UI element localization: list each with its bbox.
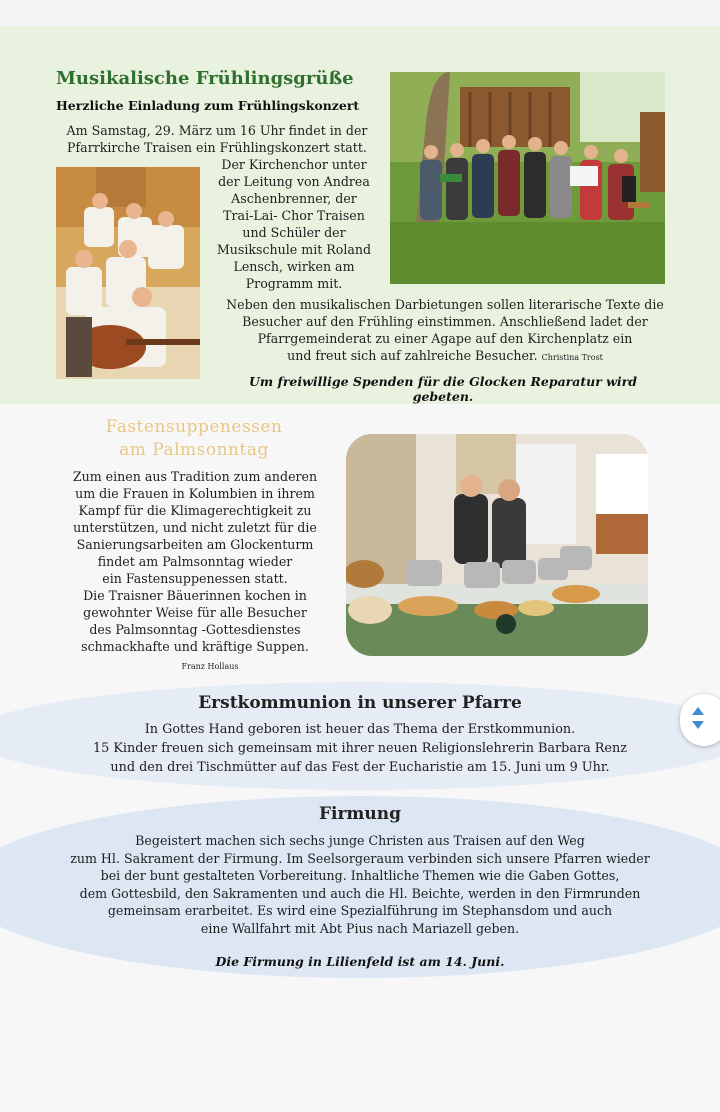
fasten-author: Franz Hollaus — [181, 662, 239, 671]
firmung-title: Firmung — [318, 804, 402, 824]
text-line: und den drei Tischmütter auf das Fest der Eucharistie am 15. Juni um 9 Uhr. — [110, 760, 610, 775]
text-line: 15 Kinder freuen sich gemeinsam mit ihrer neuen Religionslehrerin Barbara Renz — [93, 741, 627, 756]
text-line: Die Traisner Bäuerinnen kochen in — [83, 588, 307, 603]
spring-author: Christina Trost — [541, 353, 603, 362]
fasten-title — [84, 416, 304, 462]
up-arrow-icon — [692, 707, 704, 715]
fasten-text — [70, 468, 320, 655]
choir-outdoor-photo — [390, 72, 665, 284]
text-line: findet am Palmsonntag wieder — [97, 554, 293, 569]
kommunion-title: Erstkommunion in unserer Pfarre — [198, 693, 522, 713]
text-line: um die Frauen in Kolumbien in ihrem — [75, 486, 315, 501]
text-line: Zum einen aus Tradition zum anderen — [72, 469, 318, 484]
text-line: Am Samstag, 29. März um 16 Uhr findet in der — [66, 123, 368, 138]
text-line: des Palmsonntag -Gottesdienstes — [89, 622, 301, 637]
text-line: In Gottes Hand geboren ist heuer das Thema der Erstkommunion. — [144, 722, 576, 737]
fasten-title-line: am Palmsonntag — [119, 440, 269, 460]
text-line: gewohnter Weise für alle Besucher — [83, 605, 307, 620]
firmung-text — [60, 832, 660, 938]
text-line: eine Wallfahrt mit Abt Pius nach Mariazell geben. — [200, 920, 520, 936]
text-line: ein Fastensuppenessen statt. — [102, 571, 288, 586]
spring-column-text — [210, 156, 378, 292]
firmung-note: Die Firmung in Lilienfeld ist am 14. Juni. — [215, 954, 505, 969]
top-bar — [0, 0, 720, 26]
text-line: Lensch, wirken am — [233, 259, 355, 274]
choir-men-photo — [56, 167, 200, 379]
fasten-title-line: Fastensuppenessen — [105, 417, 283, 437]
text-line: Programm mit. — [245, 276, 343, 291]
kommunion-text — [0, 720, 720, 777]
text-line: schmackhafte und kräftige Suppen. — [81, 639, 309, 654]
text-line: Sanierungsarbeiten am Glockenturm — [76, 537, 314, 552]
text-line: Besucher auf den Frühling einstimmen. Anschließend ladet der — [242, 314, 648, 329]
down-arrow-icon — [692, 721, 704, 729]
text-line: unterstützen, und nicht zuletzt für die — [73, 520, 317, 535]
text-line: zum Hl. Sakrament der Firmung. Im Seelsorgeraum verbinden sich unsere Pfarren wieder — [70, 850, 650, 866]
text-line: Der Kirchenchor unter — [221, 157, 367, 172]
spring-intro — [52, 122, 382, 156]
scroll-button[interactable] — [680, 694, 720, 746]
text-line: Pfarrgemeinderat zu einer Agape auf den Kirchenplatz ein — [257, 331, 633, 346]
text-line: bei der bunt gestalteten Vorbereitung. Inhaltliche Themen wie die Gaben Gottes, — [100, 868, 620, 884]
text-line: gemeinsam erarbeitet. Es wird eine Spezialführung im Stephansdom und auch — [107, 903, 613, 919]
spring-title: Musikalische Frühlingsgrüße — [56, 68, 354, 89]
text-line: Begeistert machen sich sechs junge Christen aus Traisen auf den Weg — [135, 833, 585, 848]
text-line: Kampf für die Klimagerechtigkeit zu — [78, 503, 312, 518]
text-line: und Schüler der — [242, 225, 346, 240]
text-line: der Leitung von Andrea — [218, 174, 370, 189]
soup-buffet-photo — [346, 434, 648, 656]
spring-wide-text — [210, 296, 680, 366]
text-line: Trai-Lai- Chor Traisen — [223, 208, 365, 223]
text-line: Neben den musikalischen Darbietungen sollen literarische Texte die — [226, 297, 664, 312]
text-line: Musikschule mit Roland — [216, 242, 372, 257]
text-line: Pfarrkirche Traisen ein Frühlingskonzert statt. — [67, 140, 367, 155]
text-line — [210, 347, 680, 366]
text-line: Aschenbrenner, der — [231, 191, 357, 206]
text-line-content: und freut sich auf zahlreiche Besucher. — [287, 348, 538, 363]
text-line: dem Gottesbild, den Sakramenten und auch die Hl. Beichte, werden in den Firmrunden — [79, 885, 641, 901]
spring-subtitle: Herzliche Einladung zum Frühlingskonzert — [56, 98, 360, 113]
donation-note: Um freiwillige Spenden für die Glocken Reparatur wird gebeten. — [248, 374, 637, 404]
